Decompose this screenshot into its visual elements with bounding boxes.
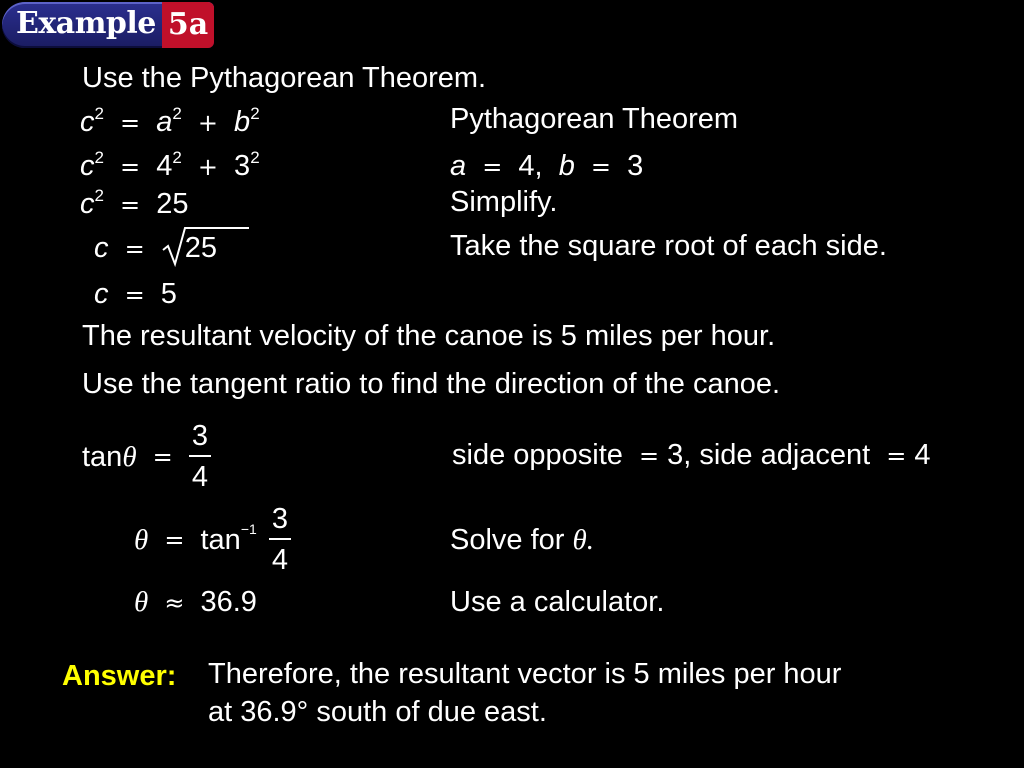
tan-function: tan	[82, 440, 123, 473]
reason-step-2	[450, 152, 643, 181]
var-c: c	[80, 106, 95, 138]
numerator: 3	[189, 420, 211, 457]
equals-sign: =	[638, 442, 660, 470]
value-b: 3	[627, 150, 644, 182]
example-number: 5a	[162, 2, 214, 48]
exponent: 2	[172, 104, 182, 123]
theta-symbol: θ	[134, 523, 149, 556]
equation-step-4	[94, 234, 217, 263]
equals-sign: =	[124, 235, 145, 263]
inverse-tangent-equation	[134, 503, 291, 578]
equals-sign: =	[120, 109, 141, 137]
theta-symbol: θ.	[572, 524, 595, 556]
approx-sign: ≈	[164, 589, 185, 617]
fraction	[269, 503, 291, 578]
value-b: 3	[234, 150, 251, 182]
tan-function: tan	[200, 523, 241, 556]
side-adjacent-label: side adjacent	[699, 439, 871, 471]
tangent-equation	[82, 420, 211, 495]
value-a: 4,	[518, 150, 543, 182]
reason-calculator: Use a calculator.	[450, 586, 665, 618]
exponent: 2	[250, 104, 260, 123]
denominator: 4	[191, 461, 208, 494]
value: 25	[156, 188, 189, 220]
approximation-equation	[134, 588, 257, 617]
exponent: 2	[94, 104, 104, 123]
equals-sign: =	[120, 153, 141, 181]
theta-symbol: θ	[122, 440, 137, 473]
square-root	[161, 234, 217, 263]
denominator: 4	[271, 544, 288, 577]
equals-sign: =	[482, 153, 503, 181]
equals-sign: =	[124, 281, 145, 309]
equation-step-5	[94, 280, 177, 309]
plus-sign: +	[197, 153, 218, 181]
inverse-exponent: −1	[240, 521, 257, 537]
value-a: 4	[156, 150, 173, 182]
var-c: c	[94, 232, 109, 264]
exponent: 2	[172, 148, 182, 167]
var-c: c	[80, 150, 95, 182]
reason-step-3: Simplify.	[450, 186, 558, 218]
plus-sign: +	[197, 109, 218, 137]
reason-solve	[450, 526, 594, 555]
radicand: 25	[184, 232, 217, 264]
value: 3,	[667, 439, 692, 471]
equals-sign: =	[152, 443, 173, 472]
numerator: 3	[269, 503, 291, 540]
reason-tangent	[452, 441, 931, 470]
value: 36.9	[200, 586, 257, 618]
answer-line-2: at 36.9° south of due east.	[208, 696, 547, 728]
reason-text: Solve for	[450, 524, 565, 556]
equals-sign: =	[590, 153, 611, 181]
exponent: 2	[94, 148, 104, 167]
equation-step-1	[80, 104, 260, 138]
intro-text: Use the Pythagorean Theorem.	[82, 62, 487, 94]
answer-label: Answer:	[62, 660, 177, 692]
exponent: 2	[250, 148, 260, 167]
tangent-intro-text: Use the tangent ratio to find the direction of the canoe.	[82, 368, 781, 400]
equals-sign: =	[120, 191, 141, 219]
answer-line-1: Therefore, the resultant vector is 5 miles per hour	[208, 658, 842, 690]
var-a: a	[156, 106, 173, 138]
value: 4	[914, 439, 931, 471]
var-a: a	[450, 150, 467, 182]
side-opposite-label: side opposite	[452, 439, 623, 471]
example-badge	[2, 2, 214, 48]
equation-step-2	[80, 148, 260, 182]
fraction	[189, 420, 211, 495]
example-label: Example	[16, 6, 156, 41]
equals-sign: =	[164, 526, 185, 555]
result-velocity-text: The resultant velocity of the canoe is 5 miles per hour.	[82, 320, 776, 352]
var-c: c	[94, 278, 109, 310]
var-b: b	[234, 106, 251, 138]
equals-sign: =	[886, 442, 907, 470]
equation-step-3	[80, 186, 189, 220]
var-c: c	[80, 188, 95, 220]
value: 5	[160, 278, 177, 310]
exponent: 2	[94, 186, 104, 205]
reason-step-4: Take the square root of each side.	[450, 230, 887, 262]
radical-sign-icon	[161, 224, 251, 270]
theta-symbol: θ	[134, 586, 149, 618]
var-b: b	[558, 150, 575, 182]
reason-step-1: Pythagorean Theorem	[450, 103, 739, 135]
